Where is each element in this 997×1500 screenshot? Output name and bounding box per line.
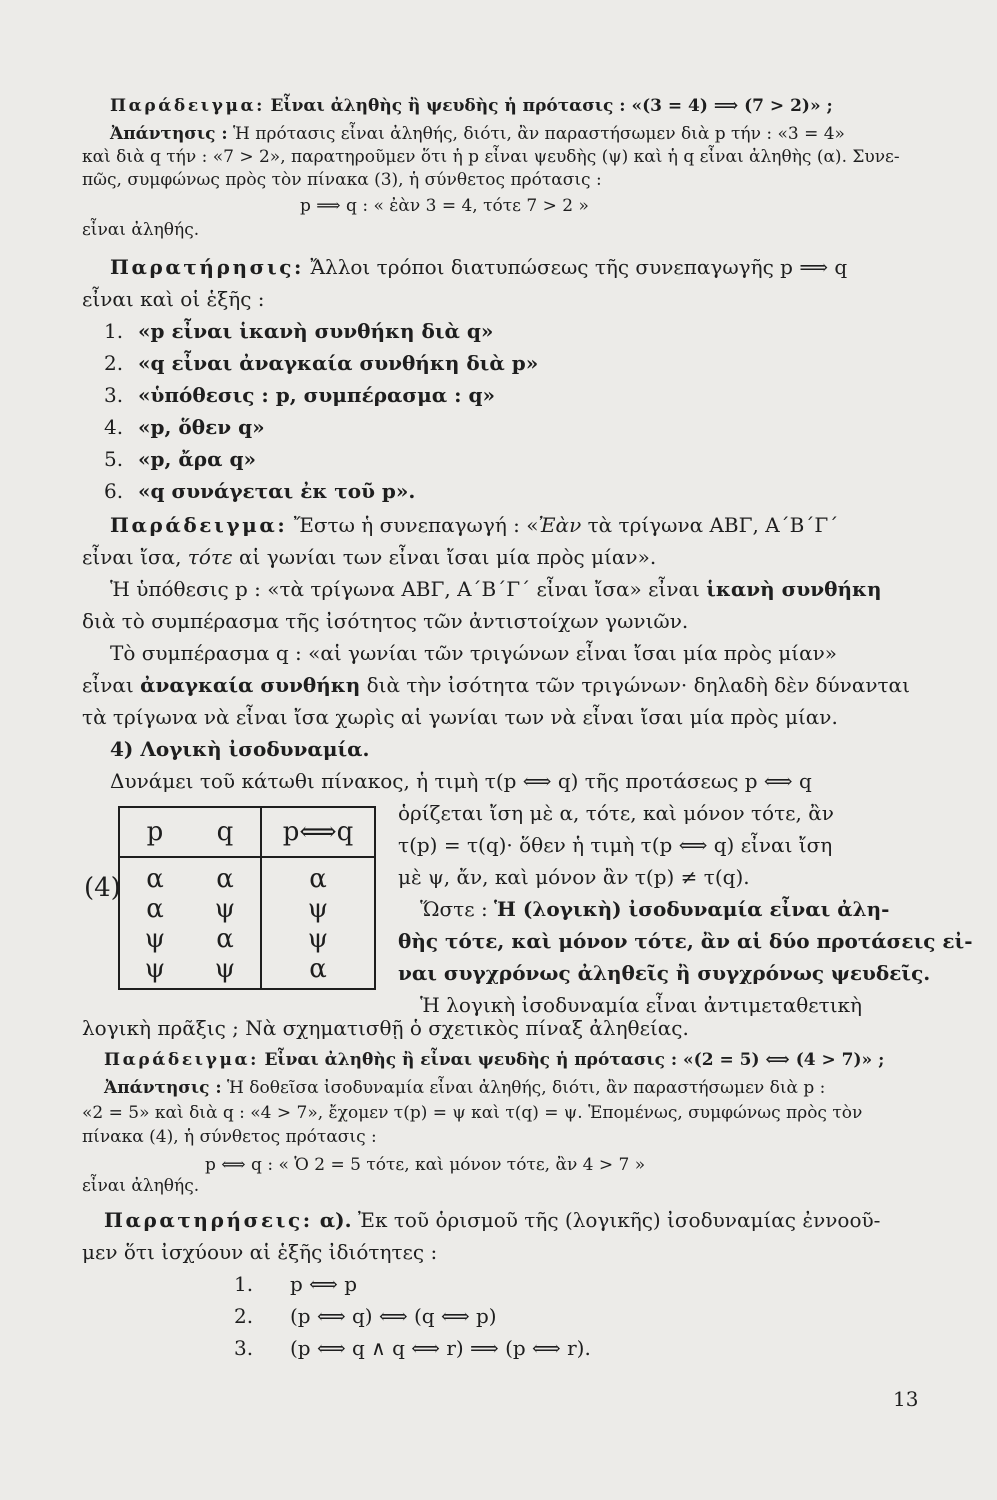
table-label: (4) xyxy=(84,873,121,903)
table-row: α α α xyxy=(119,857,375,894)
example1-heading: Παράδειγμα: xyxy=(110,96,266,116)
example3-answer-line-2: «2 = 5» καὶ διὰ q : «4 > 7», ἔχομεν τ(p) = ψ καὶ τ(q) = ψ. Ἑπομένως, συμφώνως πρὸς τὸν xyxy=(82,1103,863,1123)
section-title: 4) Λογικὴ ἰσοδυναμία. xyxy=(110,737,370,761)
example3-answer-line-3: πίνακα (4), ἡ σύνθετος πρότασις : xyxy=(82,1127,377,1147)
example1-conclusion: εἶναι ἀληθής. xyxy=(82,220,200,240)
example3-heading: Παράδειγμα: xyxy=(104,1050,260,1070)
remark-line-1 xyxy=(110,255,847,279)
example2-line-5: Τὸ συμπέρασμα q : «αἱ γωνίαι τῶν τριγώνων εἶναι ἴσαι μία πρὸς μίαν» xyxy=(110,641,838,665)
example1-question-line xyxy=(110,96,833,116)
example1-formula: p ⟹ q : « ἐὰν 3 = 4, τότε 7 > 2 » xyxy=(300,196,589,216)
remark-item-3: 3. «ὑπόθεσις : p, συμπέρασμα : q» xyxy=(104,383,495,407)
property-item-2: 2. (p ⟺ q) ⟺ (q ⟺ p) xyxy=(234,1304,497,1328)
section-side-3: μὲ ψ, ἄν, καὶ μόνον ἂν τ(p) ≠ τ(q). xyxy=(398,865,750,889)
remarks2-heading: Παρατηρήσεις: xyxy=(104,1208,313,1232)
section-side-6: ναι συγχρόνως ἀληθεῖς ἢ συγχρόνως ψευδεῖς. xyxy=(398,961,931,985)
example1-question: Εἶναι ἀληθὴς ἢ ψευδὴς ἡ πρότασις : «(3 = 4) ⟹ (7 > 2)» ; xyxy=(270,96,833,116)
example3-question-line xyxy=(104,1050,884,1070)
example1-answer-text: Ἡ πρότασις εἶναι ἀληθής, διότι, ἂν παραστήσωμεν διὰ p τήν : «3 = 4» xyxy=(233,124,845,144)
remark-item-4: 4. «p, ὅθεν q» xyxy=(104,415,265,439)
example1-answer-line-3: πῶς, συμφώνως πρὸς τὸν πίνακα (3), ἡ σύνθετος πρότασις : xyxy=(82,170,602,190)
example1-answer-line xyxy=(110,124,845,144)
section-intro: Δυνάμει τοῦ κάτωθι πίνακος, ἡ τιμὴ τ(p ⟺ q) τῆς προτάσεως p ⟺ q xyxy=(110,769,812,793)
table-row: α ψ ψ xyxy=(119,894,375,924)
remarks2-line-2: μεν ὅτι ἰσχύουν αἱ ἑξῆς ἰδιότητες : xyxy=(82,1240,438,1264)
example1-answer-label: Ἀπάντησις : xyxy=(110,124,228,144)
remark-heading: Παρατήρησις: xyxy=(110,255,304,279)
remark-item-6: 6. «q συνάγεται ἐκ τοῦ p». xyxy=(104,479,416,503)
table-header-p: p xyxy=(119,807,190,857)
table-row: ψ α ψ xyxy=(119,924,375,954)
table-header-q: q xyxy=(190,807,261,857)
table-header-equiv: p⟺q xyxy=(261,807,375,857)
section-side-2: τ(p) = τ(q)· ὅθεν ἡ τιμὴ τ(p ⟺ q) εἶναι ἴση xyxy=(398,833,833,857)
remarks2-line-1: Παρατηρήσεις: α). Ἐκ τοῦ ὁρισμοῦ τῆς (λογικῆς) ἰσοδυναμίας ἐννοοῦ- xyxy=(104,1208,881,1232)
section-after: λογικὴ πρᾶξις ; Νὰ σχηματισθῇ ὁ σχετικὸς πίναξ ἀληθείας. xyxy=(82,1016,689,1040)
example3-formula: p ⟺ q : « Ὁ 2 = 5 τότε, καὶ μόνον τότε, ἂν 4 > 7 » xyxy=(205,1155,646,1175)
remark-line-2: εἶναι καὶ οἱ ἑξῆς : xyxy=(82,287,265,311)
remark-item-2: 2. «q εἶναι ἀναγκαία συνθήκη διὰ p» xyxy=(104,351,539,375)
example2-heading: Παράδειγμα: xyxy=(110,513,288,537)
section-side-5: θὴς τότε, καὶ μόνον τότε, ἂν αἱ δύο προτάσεις εἰ- xyxy=(398,929,973,953)
property-item-1: 1. p ⟺ p xyxy=(234,1272,357,1296)
example2-line-7: τὰ τρίγωνα νὰ εἶναι ἴσα χωρὶς αἱ γωνίαι των νὰ εἶναι ἴσαι μία πρὸς μίαν. xyxy=(82,705,838,729)
page-number: 13 xyxy=(893,1387,919,1411)
table-row: ψ ψ α xyxy=(119,954,375,989)
example3-answer-line: Ἀπάντησις : Ἡ δοθεῖσα ἰσοδυναμία εἶναι ἀληθής, διότι, ἂν παραστήσωμεν διὰ p : xyxy=(104,1078,826,1098)
example3-conclusion: εἶναι ἀληθής. xyxy=(82,1176,200,1196)
truth-table-header xyxy=(119,807,375,857)
example3-answer-label: Ἀπάντησις : xyxy=(104,1078,222,1098)
example2-line-1: Παράδειγμα: Ἔστω ἡ συνεπαγωγή : «Ἐὰν τὰ τρίγωνα ΑΒΓ, Α΄Β΄Γ΄ xyxy=(110,513,839,537)
example2-line-3: Ἡ ὑπόθεσις p : «τὰ τρίγωνα ΑΒΓ, Α΄Β΄Γ΄ εἶναι ἴσα» εἶναι ἱκανὴ συνθήκη xyxy=(110,577,882,601)
remark-item-1: 1. «p εἶναι ἱκανὴ συνθήκη διὰ q» xyxy=(104,319,494,343)
example2-line-6: εἶναι ἀναγκαία συνθήκη διὰ τὴν ἰσότητα τῶν τριγώνων· δηλαδὴ δὲν δύνανται xyxy=(82,673,910,697)
example1-answer-line-2: καὶ διὰ q τήν : «7 > 2», παρατηροῦμεν ὅτι ἡ p εἶναι ψευδὴς (ψ) καὶ ἡ q εἶναι ἀληθὴς (α). Συνε- xyxy=(82,147,900,167)
example2-line-2: εἶναι ἴσα, τότε αἱ γωνίαι των εἶναι ἴσαι μία πρὸς μίαν». xyxy=(82,545,657,569)
truth-table xyxy=(118,806,376,990)
property-item-3: 3. (p ⟺ q ∧ q ⟺ r) ⟹ (p ⟺ r). xyxy=(234,1336,591,1360)
remark-item-5: 5. «p, ἄρα q» xyxy=(104,447,256,471)
remark-text: Ἄλλοι τρόποι διατυπώσεως τῆς συνεπαγωγῆς p ⟹ q xyxy=(310,255,848,279)
example2-line-4: διὰ τὸ συμπέρασμα τῆς ἰσότητος τῶν ἀντιστοίχων γωνιῶν. xyxy=(82,609,689,633)
section-side-4: Ὥστε : Ἡ (λογικὴ) ἰσοδυναμία εἶναι ἀλη- xyxy=(420,897,890,921)
example3-question: Εἶναι ἀληθὴς ἢ εἶναι ψευδὴς ἡ πρότασις : «(2 = 5) ⟺ (4 > 7)» ; xyxy=(264,1050,885,1070)
section-side-7: Ἡ λογικὴ ἰσοδυναμία εἶναι ἀντιμεταθετικὴ xyxy=(420,993,863,1017)
section-side-1: ὁρίζεται ἴση μὲ α, τότε, καὶ μόνον τότε, ἂν xyxy=(398,801,834,825)
